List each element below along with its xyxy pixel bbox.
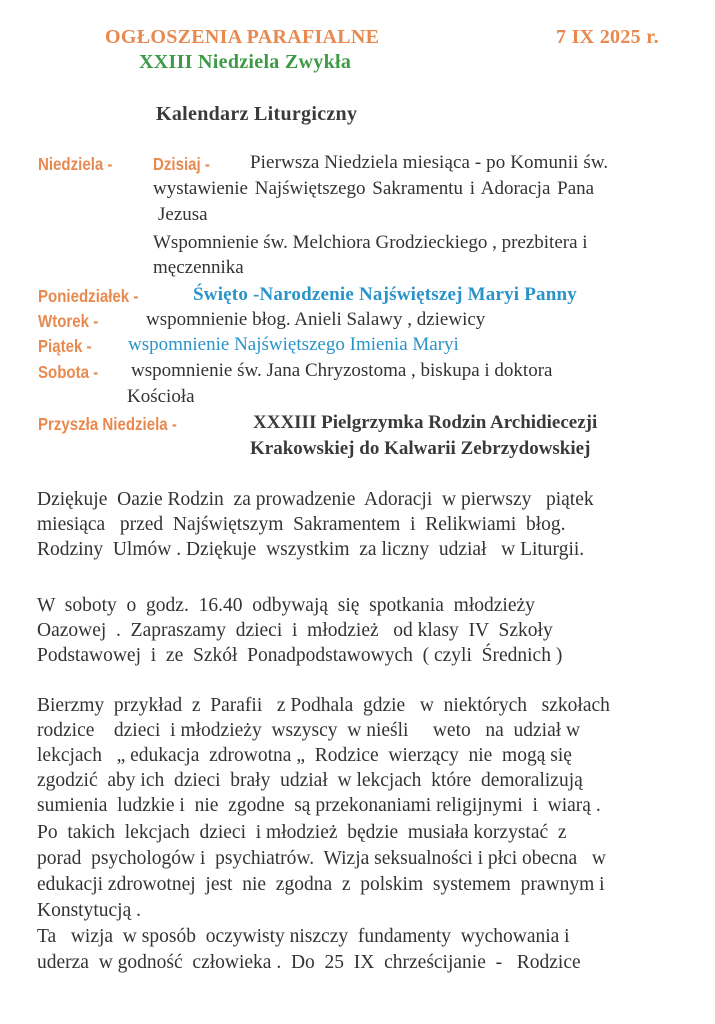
entry-text-line: męczennika bbox=[153, 257, 244, 278]
entry-text-line: XXXIII Pielgrzymka Rodzin Archidiecezji bbox=[253, 412, 598, 433]
entry-text-line: Pierwsza Niedziela miesiąca - po Komunii św. bbox=[250, 152, 609, 173]
entry-text-line: Krakowskiej do Kalwarii Zebrzydowskiej bbox=[250, 438, 591, 459]
liturgical-sunday-subtitle: XXIII Niedziela Zwykła bbox=[139, 51, 352, 73]
entry-text-line: Kościoła bbox=[127, 386, 195, 407]
paragraph-line: miesiąca przed Najświętszym Sakramentem i Relikwiami błog. bbox=[37, 514, 566, 535]
paragraph-line: porad psychologów i psychiatrów. Wizja seksualności i płci obecna w bbox=[37, 848, 606, 869]
day-label-monday: Poniedziałek - bbox=[38, 286, 139, 306]
day-label-friday: Piątek - bbox=[38, 336, 92, 356]
paragraph-line: W soboty o godz. 16.40 odbywają się spotkania młodzieży bbox=[37, 595, 535, 616]
entry-text-line: Wspomnienie św. Melchiora Grodzieckiego , prezbitera i bbox=[153, 232, 588, 253]
paragraph-line: uderza w godność człowieka . Do 25 IX chrześcijanie - Rodzice bbox=[37, 952, 581, 973]
paragraph-line: Ta wizja w sposób oczywisty niszczy fundamenty wychowania i bbox=[37, 926, 570, 947]
entry-text-line: wystawienie Najświętszego Sakramentu i Adoracja Pana bbox=[153, 178, 595, 199]
calendar-heading: Kalendarz Liturgiczny bbox=[156, 103, 358, 125]
entry-text: wspomnienie błog. Anieli Salawy , dziewicy bbox=[146, 309, 486, 330]
entry-text-line: Jezusa bbox=[158, 204, 208, 225]
day-label-today: Dzisiaj - bbox=[153, 154, 210, 174]
day-label-next-sunday: Przyszła Niedziela - bbox=[38, 414, 177, 434]
day-label-saturday: Sobota - bbox=[38, 362, 99, 382]
paragraph-line: Oazowej . Zapraszamy dzieci i młodzież od klasy IV Szkoły bbox=[37, 620, 553, 641]
paragraph-line: Konstytucją . bbox=[37, 900, 141, 921]
document-date: 7 IX 2025 r. bbox=[556, 26, 659, 48]
entry-text-line: wspomnienie św. Jana Chryzostoma , biskupa i doktora bbox=[131, 360, 553, 381]
paragraph-line: Rodziny Ulmów . Dziękuje wszystkim za liczny udział w Liturgii. bbox=[37, 539, 585, 560]
paragraph-line: Po takich lekcjach dzieci i młodzież będzie musiała korzystać z bbox=[37, 822, 567, 843]
entry-text: wspomnienie Najświętszego Imienia Maryi bbox=[128, 334, 459, 355]
paragraph-line: lekcjach „ edukacja zdrowotna „ Rodzice wierzący nie mogą się bbox=[37, 745, 572, 766]
paragraph-line: Bierzmy przykład z Parafii z Podhala gdzie w niektórych szkołach bbox=[37, 695, 610, 716]
day-label-tuesday: Wtorek - bbox=[38, 311, 99, 331]
paragraph-line: edukacji zdrowotnej jest nie zgodna z polskim systemem prawnym i bbox=[37, 874, 605, 895]
paragraph-line: Podstawowej i ze Szkół Ponadpodstawowych ( czyli Średnich ) bbox=[37, 645, 563, 666]
feast-text: Święto -Narodzenie Najświętszej Maryi Panny bbox=[193, 284, 577, 305]
day-label-sunday: Niedziela - bbox=[38, 154, 113, 174]
paragraph-line: Dziękuje Oazie Rodzin za prowadzenie Adoracji w pierwszy piątek bbox=[37, 489, 594, 510]
paragraph-line: zgodzić aby ich dzieci brały udział w lekcjach które demoralizują bbox=[37, 770, 583, 791]
document-title: OGŁOSZENIA PARAFIALNE bbox=[105, 26, 380, 48]
paragraph-line: sumienia ludzkie i nie zgodne są przekonaniami religijnymi i wiarą . bbox=[37, 795, 601, 816]
paragraph-line: rodzice dzieci i młodzieży wszyscy w nieśli weto na udział w bbox=[37, 720, 581, 741]
